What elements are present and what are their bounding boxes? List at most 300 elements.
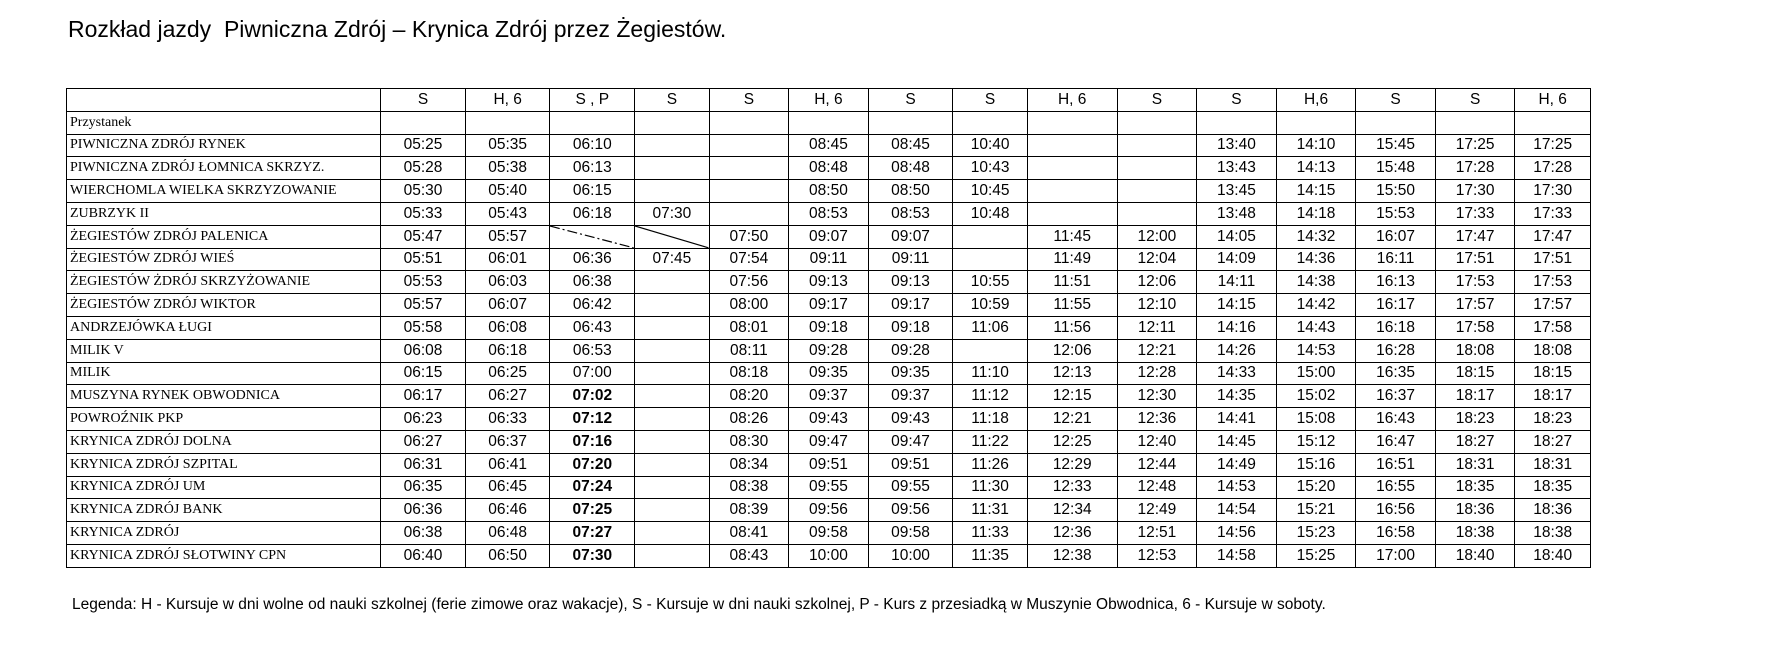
time-cell: 12:11 xyxy=(1117,316,1197,339)
column-code: S xyxy=(1435,89,1515,112)
stop-name: KRYNICA ZDRÓJ SŁOTWINY CPN xyxy=(67,544,381,567)
column-code: S xyxy=(709,89,789,112)
time-cell: 14:45 xyxy=(1197,430,1277,453)
time-cell xyxy=(1117,157,1197,180)
time-cell: 09:18 xyxy=(789,316,869,339)
time-cell: 15:53 xyxy=(1356,202,1436,225)
time-cell: 12:25 xyxy=(1027,430,1117,453)
stop-name: MILIK V xyxy=(67,339,381,362)
time-cell: 18:40 xyxy=(1515,544,1591,567)
time-cell: 11:12 xyxy=(953,385,1027,408)
time-cell: 12:36 xyxy=(1027,522,1117,545)
time-cell: 09:47 xyxy=(789,430,869,453)
time-cell: 18:36 xyxy=(1435,499,1515,522)
table-row xyxy=(67,157,1591,180)
time-cell: 05:40 xyxy=(465,180,550,203)
skip-mark xyxy=(635,225,709,248)
time-cell xyxy=(709,180,789,203)
time-cell: 14:16 xyxy=(1197,316,1277,339)
time-cell: 06:53 xyxy=(550,339,635,362)
time-cell: 06:13 xyxy=(550,157,635,180)
time-cell: 06:01 xyxy=(465,248,550,271)
time-cell: 15:00 xyxy=(1276,362,1356,385)
time-cell: 06:46 xyxy=(465,499,550,522)
time-cell: 15:25 xyxy=(1276,544,1356,567)
time-cell: 09:17 xyxy=(868,294,953,317)
time-cell: 05:33 xyxy=(381,202,466,225)
time-cell xyxy=(635,522,709,545)
time-cell: 18:35 xyxy=(1515,476,1591,499)
time-cell: 08:45 xyxy=(789,134,869,157)
time-cell: 08:00 xyxy=(709,294,789,317)
time-cell: 15:02 xyxy=(1276,385,1356,408)
time-cell: 14:09 xyxy=(1197,248,1277,271)
time-cell: 15:48 xyxy=(1356,157,1436,180)
table-row xyxy=(67,248,1591,271)
time-cell: 14:43 xyxy=(1276,316,1356,339)
time-cell: 17:33 xyxy=(1515,202,1591,225)
time-cell: 17:00 xyxy=(1356,544,1436,567)
time-cell: 09:58 xyxy=(868,522,953,545)
time-cell: 17:53 xyxy=(1515,271,1591,294)
time-cell: 15:50 xyxy=(1356,180,1436,203)
time-cell: 14:53 xyxy=(1276,339,1356,362)
time-cell: 09:56 xyxy=(868,499,953,522)
time-cell: 06:18 xyxy=(465,339,550,362)
stop-name: KRYNICA ZDRÓJ xyxy=(67,522,381,545)
time-cell: 17:47 xyxy=(1435,225,1515,248)
time-cell: 09:55 xyxy=(868,476,953,499)
time-cell: 09:35 xyxy=(789,362,869,385)
time-cell: 12:21 xyxy=(1027,408,1117,431)
time-cell: 06:33 xyxy=(465,408,550,431)
time-cell: 06:40 xyxy=(381,544,466,567)
time-cell: 08:39 xyxy=(709,499,789,522)
table-row xyxy=(67,316,1591,339)
time-cell: 17:28 xyxy=(1435,157,1515,180)
table-row xyxy=(67,362,1591,385)
time-cell: 14:15 xyxy=(1197,294,1277,317)
time-cell: 13:40 xyxy=(1197,134,1277,157)
time-cell: 11:33 xyxy=(953,522,1027,545)
time-cell: 08:48 xyxy=(868,157,953,180)
time-cell: 05:35 xyxy=(465,134,550,157)
time-cell: 08:20 xyxy=(709,385,789,408)
time-cell: 06:36 xyxy=(381,499,466,522)
time-cell: 14:33 xyxy=(1197,362,1277,385)
time-cell: 12:15 xyxy=(1027,385,1117,408)
time-cell: 09:37 xyxy=(868,385,953,408)
time-cell: 12:34 xyxy=(1027,499,1117,522)
time-cell: 06:41 xyxy=(465,453,550,476)
column-code: H,6 xyxy=(1276,89,1356,112)
time-cell: 18:15 xyxy=(1515,362,1591,385)
header-empty-cell xyxy=(1027,111,1117,134)
time-cell: 10:55 xyxy=(953,271,1027,294)
time-cell: 11:45 xyxy=(1027,225,1117,248)
time-cell: 14:18 xyxy=(1276,202,1356,225)
table-row xyxy=(67,476,1591,499)
time-cell: 10:00 xyxy=(868,544,953,567)
time-cell: 09:28 xyxy=(789,339,869,362)
time-cell: 14:11 xyxy=(1197,271,1277,294)
time-cell: 16:28 xyxy=(1356,339,1436,362)
time-cell: 08:30 xyxy=(709,430,789,453)
time-cell: 09:43 xyxy=(868,408,953,431)
time-cell: 17:25 xyxy=(1515,134,1591,157)
time-cell: 06:25 xyxy=(465,362,550,385)
time-cell: 05:57 xyxy=(465,225,550,248)
time-cell xyxy=(635,362,709,385)
stop-name: KRYNICA ZDRÓJ SZPITAL xyxy=(67,453,381,476)
time-cell: 14:38 xyxy=(1276,271,1356,294)
time-cell: 18:31 xyxy=(1515,453,1591,476)
time-cell: 06:38 xyxy=(381,522,466,545)
time-cell: 06:36 xyxy=(550,248,635,271)
time-cell: 14:42 xyxy=(1276,294,1356,317)
time-cell: 17:30 xyxy=(1515,180,1591,203)
time-cell: 10:45 xyxy=(953,180,1027,203)
time-cell: 08:43 xyxy=(709,544,789,567)
time-cell: 05:30 xyxy=(381,180,466,203)
diagonal-line-icon xyxy=(635,226,708,248)
time-cell: 07:12 xyxy=(550,408,635,431)
time-cell: 12:44 xyxy=(1117,453,1197,476)
time-cell: 06:17 xyxy=(381,385,466,408)
time-cell: 14:32 xyxy=(1276,225,1356,248)
time-cell: 17:33 xyxy=(1435,202,1515,225)
time-cell: 18:36 xyxy=(1515,499,1591,522)
time-cell: 07:00 xyxy=(550,362,635,385)
time-cell: 13:48 xyxy=(1197,202,1277,225)
table-row xyxy=(67,294,1591,317)
time-cell xyxy=(1027,202,1117,225)
time-cell xyxy=(635,180,709,203)
time-cell: 06:50 xyxy=(465,544,550,567)
time-cell: 18:31 xyxy=(1435,453,1515,476)
time-cell: 06:15 xyxy=(381,362,466,385)
time-cell: 09:11 xyxy=(789,248,869,271)
time-cell: 18:23 xyxy=(1515,408,1591,431)
header-row xyxy=(67,89,1591,112)
stop-name: ŻEGIESTÓW ZDRÓJ PALENICA xyxy=(67,225,381,248)
time-cell: 18:38 xyxy=(1435,522,1515,545)
table-row xyxy=(67,271,1591,294)
table-row xyxy=(67,522,1591,545)
table-row xyxy=(67,180,1591,203)
time-cell xyxy=(1027,157,1117,180)
time-cell: 14:05 xyxy=(1197,225,1277,248)
table-row xyxy=(67,544,1591,567)
time-cell: 12:40 xyxy=(1117,430,1197,453)
time-cell: 11:30 xyxy=(953,476,1027,499)
table-row xyxy=(67,225,1591,248)
time-cell xyxy=(635,385,709,408)
stop-name: ŻEGIESTÓW ŻDRÓJ SKRZYŻOWANIE xyxy=(67,271,381,294)
time-cell: 18:23 xyxy=(1435,408,1515,431)
time-cell: 09:51 xyxy=(789,453,869,476)
table-row xyxy=(67,453,1591,476)
time-cell: 09:07 xyxy=(789,225,869,248)
time-cell: 15:08 xyxy=(1276,408,1356,431)
time-cell: 15:20 xyxy=(1276,476,1356,499)
time-cell: 12:36 xyxy=(1117,408,1197,431)
time-cell: 12:00 xyxy=(1117,225,1197,248)
time-cell: 06:07 xyxy=(465,294,550,317)
time-cell: 16:07 xyxy=(1356,225,1436,248)
time-cell: 05:47 xyxy=(381,225,466,248)
time-cell: 06:48 xyxy=(465,522,550,545)
time-cell: 07:16 xyxy=(550,430,635,453)
header-empty-cell xyxy=(1117,111,1197,134)
time-cell: 09:11 xyxy=(868,248,953,271)
time-cell: 17:30 xyxy=(1435,180,1515,203)
time-cell: 12:10 xyxy=(1117,294,1197,317)
time-cell: 17:57 xyxy=(1435,294,1515,317)
table-row xyxy=(67,134,1591,157)
header-empty-cell xyxy=(381,111,466,134)
stop-name: PIWNICZNA ZDRÓJ ŁOMNICA SKRZYZ. xyxy=(67,157,381,180)
time-cell: 15:16 xyxy=(1276,453,1356,476)
time-cell: 07:30 xyxy=(550,544,635,567)
column-code: S xyxy=(868,89,953,112)
time-cell: 12:51 xyxy=(1117,522,1197,545)
time-cell: 09:13 xyxy=(868,271,953,294)
column-code: H, 6 xyxy=(1515,89,1591,112)
time-cell: 12:06 xyxy=(1117,271,1197,294)
header-empty-cell xyxy=(1276,111,1356,134)
header-empty-cell xyxy=(550,111,635,134)
column-code: S xyxy=(1117,89,1197,112)
time-cell: 09:28 xyxy=(868,339,953,362)
stop-name: ŻEGIESTÓW ZDRÓJ WIKTOR xyxy=(67,294,381,317)
stop-name: ZUBRZYK II xyxy=(67,202,381,225)
time-cell: 08:50 xyxy=(868,180,953,203)
time-cell: 14:10 xyxy=(1276,134,1356,157)
time-cell: 18:27 xyxy=(1515,430,1591,453)
stop-name: MUSZYNA RYNEK OBWODNICA xyxy=(67,385,381,408)
time-cell: 07:54 xyxy=(709,248,789,271)
column-code: S xyxy=(1356,89,1436,112)
column-code: S xyxy=(953,89,1027,112)
time-cell xyxy=(635,339,709,362)
time-cell xyxy=(635,316,709,339)
time-cell: 05:57 xyxy=(381,294,466,317)
column-code: H, 6 xyxy=(789,89,869,112)
time-cell: 06:15 xyxy=(550,180,635,203)
time-cell xyxy=(1027,134,1117,157)
stop-name: KRYNICA ZDRÓJ DOLNA xyxy=(67,430,381,453)
time-cell: 18:15 xyxy=(1435,362,1515,385)
time-cell: 12:04 xyxy=(1117,248,1197,271)
time-cell xyxy=(635,430,709,453)
time-cell: 18:08 xyxy=(1515,339,1591,362)
time-cell: 14:35 xyxy=(1197,385,1277,408)
column-code: S xyxy=(1197,89,1277,112)
time-cell: 17:28 xyxy=(1515,157,1591,180)
time-cell: 12:38 xyxy=(1027,544,1117,567)
time-cell: 06:31 xyxy=(381,453,466,476)
time-cell: 12:13 xyxy=(1027,362,1117,385)
time-cell: 18:35 xyxy=(1435,476,1515,499)
time-cell: 08:01 xyxy=(709,316,789,339)
table-row xyxy=(67,408,1591,431)
time-cell: 09:13 xyxy=(789,271,869,294)
header-empty-cell xyxy=(465,111,550,134)
time-cell: 05:58 xyxy=(381,316,466,339)
legend: Legenda: H - Kursuje w dni wolne od nauki szkolnej (ferie zimowe oraz wakacje), S - Kursuje w dni nauki szkolnej, P - Kurs z przesiadką w Muszynie Obwodnica, 6 - Kursuje w soboty. xyxy=(72,596,1326,613)
time-cell: 10:59 xyxy=(953,294,1027,317)
time-cell: 08:41 xyxy=(709,522,789,545)
time-cell: 14:58 xyxy=(1197,544,1277,567)
time-cell: 12:48 xyxy=(1117,476,1197,499)
time-cell: 17:47 xyxy=(1515,225,1591,248)
time-cell xyxy=(709,134,789,157)
time-cell: 09:55 xyxy=(789,476,869,499)
time-cell: 09:51 xyxy=(868,453,953,476)
time-cell: 06:23 xyxy=(381,408,466,431)
table-row xyxy=(67,385,1591,408)
time-cell: 08:53 xyxy=(789,202,869,225)
header-empty-cell xyxy=(1515,111,1591,134)
time-cell: 09:17 xyxy=(789,294,869,317)
time-cell: 06:27 xyxy=(381,430,466,453)
time-cell xyxy=(635,453,709,476)
time-cell: 06:37 xyxy=(465,430,550,453)
time-cell: 06:45 xyxy=(465,476,550,499)
time-cell: 16:11 xyxy=(1356,248,1436,271)
time-cell: 07:02 xyxy=(550,385,635,408)
time-cell: 10:00 xyxy=(789,544,869,567)
time-cell xyxy=(1117,202,1197,225)
column-code: S xyxy=(635,89,709,112)
time-cell: 14:54 xyxy=(1197,499,1277,522)
time-cell: 06:03 xyxy=(465,271,550,294)
header-blank xyxy=(67,89,381,112)
time-cell: 07:27 xyxy=(550,522,635,545)
time-cell xyxy=(635,408,709,431)
time-cell: 09:07 xyxy=(868,225,953,248)
table-row xyxy=(67,499,1591,522)
time-cell: 07:30 xyxy=(635,202,709,225)
time-cell xyxy=(635,134,709,157)
time-cell xyxy=(709,202,789,225)
time-cell: 14:13 xyxy=(1276,157,1356,180)
time-cell xyxy=(635,157,709,180)
time-cell: 16:47 xyxy=(1356,430,1436,453)
time-cell: 13:45 xyxy=(1197,180,1277,203)
time-cell: 05:28 xyxy=(381,157,466,180)
table-row xyxy=(67,430,1591,453)
column-code: S , P xyxy=(550,89,635,112)
time-cell: 12:30 xyxy=(1117,385,1197,408)
time-cell xyxy=(635,544,709,567)
time-cell: 11:06 xyxy=(953,316,1027,339)
time-cell: 06:43 xyxy=(550,316,635,339)
stop-name: PIWNICZNA ZDRÓJ RYNEK xyxy=(67,134,381,157)
time-cell: 16:51 xyxy=(1356,453,1436,476)
time-cell: 08:18 xyxy=(709,362,789,385)
time-cell: 11:26 xyxy=(953,453,1027,476)
time-cell: 08:34 xyxy=(709,453,789,476)
time-cell: 13:43 xyxy=(1197,157,1277,180)
time-cell: 09:47 xyxy=(868,430,953,453)
time-cell: 09:18 xyxy=(868,316,953,339)
time-cell: 05:43 xyxy=(465,202,550,225)
time-cell: 07:45 xyxy=(635,248,709,271)
stop-name: ŻEGIESTÓW ZDRÓJ WIEŚ xyxy=(67,248,381,271)
page-title: Rozkład jazdy Piwniczna Zdrój – Krynica Zdrój przez Żegiestów. xyxy=(68,16,727,42)
time-cell: 11:56 xyxy=(1027,316,1117,339)
time-cell: 08:53 xyxy=(868,202,953,225)
stop-name: KRYNICA ZDRÓJ BANK xyxy=(67,499,381,522)
diagonal-line-icon xyxy=(550,226,634,248)
time-cell: 18:40 xyxy=(1435,544,1515,567)
time-cell xyxy=(1117,180,1197,203)
time-cell: 10:40 xyxy=(953,134,1027,157)
time-cell: 16:43 xyxy=(1356,408,1436,431)
time-cell: 14:49 xyxy=(1197,453,1277,476)
time-cell xyxy=(635,271,709,294)
time-cell: 06:18 xyxy=(550,202,635,225)
time-cell xyxy=(635,499,709,522)
time-cell xyxy=(1027,180,1117,203)
time-cell: 09:37 xyxy=(789,385,869,408)
time-cell: 06:42 xyxy=(550,294,635,317)
header-row-stop xyxy=(67,111,1591,134)
time-cell: 16:13 xyxy=(1356,271,1436,294)
time-cell: 18:17 xyxy=(1435,385,1515,408)
time-cell xyxy=(953,248,1027,271)
time-cell: 10:43 xyxy=(953,157,1027,180)
stop-name: MILIK xyxy=(67,362,381,385)
time-cell: 09:43 xyxy=(789,408,869,431)
time-cell: 17:53 xyxy=(1435,271,1515,294)
time-cell xyxy=(953,225,1027,248)
time-cell: 12:49 xyxy=(1117,499,1197,522)
time-cell: 16:56 xyxy=(1356,499,1436,522)
time-cell: 12:21 xyxy=(1117,339,1197,362)
time-cell: 11:55 xyxy=(1027,294,1117,317)
time-cell: 05:51 xyxy=(381,248,466,271)
time-cell: 08:11 xyxy=(709,339,789,362)
time-cell: 14:53 xyxy=(1197,476,1277,499)
time-cell: 14:15 xyxy=(1276,180,1356,203)
time-cell: 15:23 xyxy=(1276,522,1356,545)
time-cell: 07:50 xyxy=(709,225,789,248)
header-empty-cell xyxy=(1356,111,1436,134)
time-cell: 12:53 xyxy=(1117,544,1197,567)
time-cell xyxy=(953,339,1027,362)
time-cell: 14:26 xyxy=(1197,339,1277,362)
table-row xyxy=(67,339,1591,362)
column-code: S xyxy=(381,89,466,112)
time-cell: 06:08 xyxy=(381,339,466,362)
time-cell: 17:57 xyxy=(1515,294,1591,317)
time-cell: 07:20 xyxy=(550,453,635,476)
time-cell: 12:29 xyxy=(1027,453,1117,476)
time-cell: 08:48 xyxy=(789,157,869,180)
header-empty-cell xyxy=(709,111,789,134)
time-cell: 11:18 xyxy=(953,408,1027,431)
time-cell: 14:36 xyxy=(1276,248,1356,271)
stop-name: POWROŹNIK PKP xyxy=(67,408,381,431)
time-cell xyxy=(635,476,709,499)
time-cell: 15:45 xyxy=(1356,134,1436,157)
time-cell: 09:35 xyxy=(868,362,953,385)
time-cell: 08:38 xyxy=(709,476,789,499)
time-cell: 11:49 xyxy=(1027,248,1117,271)
